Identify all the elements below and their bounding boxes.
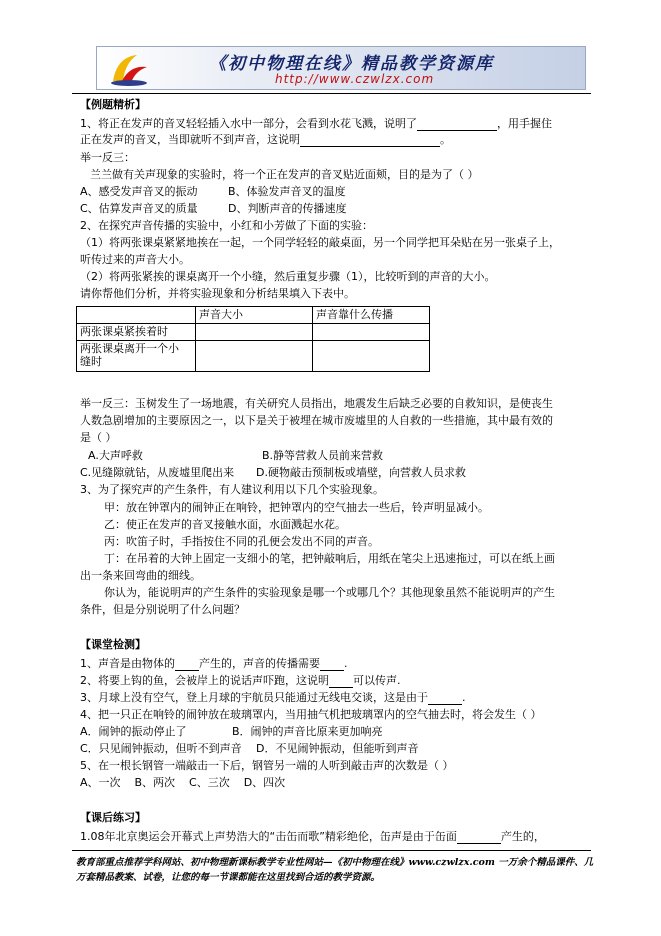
jyfs1-option-c[interactable]: C、估算发声音叉的质量 [80,202,198,215]
table-row-label: 两张课桌离开一个小 缝时 [77,341,196,372]
test-q2: 2、将要上钩的鱼，会被岸上的说话声吓跑，这说明 可以传声. [80,674,401,687]
table-row [77,324,430,341]
page-footer: 教育部重点推荐学科网站、初中物理新课标教学专业性网站—《初中物理在线》www.czwlzx.com 一万余个精品课件、几万套精品教案、试卷，让您的每一节课都能在这里找到合适的教学资源。 [76,857,594,883]
jyfs2-option-d[interactable]: D.硬物敲击预制板或墙壁，向营救人员求救 [256,466,466,479]
table-row-label: 两张课桌紧挨着时 [77,324,196,341]
q3-ding-1: 丁：在吊着的大钟上固定一支细小的笔，把钟敲响后，用纸在笔尖上迅速拖过，可以在纸上画 [104,552,555,565]
test-q1: 1、声音是由物体的 产生的，声音的传播需要 . [80,657,348,670]
experiment-table [76,306,430,372]
q1-line1: 1、将正在发声的音叉轻轻插入水中一部分，会看到水花飞溅，说明了 ，用手握住 [80,117,552,130]
jyfs1-stem: 兰兰做有关声现象的实验时，将一个正在发声的音叉贴近面颊，目的是为了（ ） [90,168,479,181]
footer-rule [72,850,591,851]
q3-bing: 丙：吹笛子时，手指按住不同的孔便会发出不同的声音。 [104,535,379,548]
jyfs2-line2: 人数急剧增加的主要原因之一，以下是关于被埋在城市废墟里的人自救的一些措施，其中最有效的 [80,414,553,427]
q2-line1: 2、在探究声音传播的实验中，小红和小芳做了下面的实验： [80,219,373,232]
q3-jia: 甲：放在钟罩内的闹钟正在响铃，把钟罩内的空气抽去一些后，铃声明显减小。 [104,501,489,514]
table-header-cell: 声音大小 [196,307,313,324]
header-rule [72,93,591,94]
q3-line1: 3、为了探究声的产生条件，有人建议利用以下几个实验现象。 [80,483,384,496]
jyfs1-option-a[interactable]: A、感受发声音叉的振动 [80,185,198,198]
test-q2-blank[interactable] [329,676,353,688]
test-q3-blank[interactable] [428,693,462,705]
jyfs2-line3: 是（ ） [80,431,117,444]
test-q1-blank-2[interactable] [320,659,344,671]
banner-title: 《初中物理在线》精品教学资源库 [209,54,494,74]
banner-url[interactable]: http://www.czwlzx.com [275,72,435,86]
q2-line3: 听传过来的声音大小。 [80,253,190,266]
test-q4-option-c[interactable]: C．只见闹钟振动，但听不到声音 [80,742,242,755]
site-banner [96,46,586,90]
table-header-cell: 声音靠什么传播 [313,307,430,324]
site-logo-icon [107,51,151,87]
table-row [77,341,430,372]
jyfs1-option-d[interactable]: D、判断声音的传播速度 [228,202,347,215]
section-heading-examples: 【例题精析】 [80,98,146,111]
jyfs2-option-c[interactable]: C.见缝隙就钻，从废墟里爬出来 [80,466,235,479]
test-q5-stem: 5、在一根长钢管一端敲击一下后，钢管另一端的人听到敲击声的次数是（ ） [80,759,454,772]
table-answer-cell[interactable] [196,324,313,341]
jyfs1-label: 举一反三： [80,151,135,164]
q1-blank-1[interactable] [417,119,497,131]
q2-line2: （1）将两张课桌紧紧地挨在一起，一个同学轻轻的敲桌面，另一个同学把耳朵贴在另一张桌子上， [80,236,560,249]
test-q4-option-a[interactable]: A．闹钟的振动停止了 [80,725,187,738]
table-header-cell [77,307,196,324]
jyfs2-option-a[interactable]: A.大声呼救 [88,449,143,462]
q2-line5: 请你帮他们分析，并将实验现象和分析结果填入下表中。 [80,287,355,300]
section-heading-class-test: 【课堂检测】 [80,638,146,651]
jyfs2-option-b[interactable]: B.静等营救人员前来营救 [262,449,384,462]
section-heading-homework: 【课后练习】 [80,811,146,824]
q2-line4: （2）将两张紧挨的课桌离开一个小缝，然后重复步骤（1），比较听到的声音的大小。 [80,270,496,283]
test-q4-stem: 4、把一只正在响铃的闹钟放在玻璃罩内，当用抽气机把玻璃罩内的空气抽去时，将会发生（ ） [80,708,542,721]
q3-ask-1: 你认为，能说明声的产生条件的实验现象是哪一个或哪几个？其他现象虽然不能说明声的产生 [104,586,555,599]
jyfs1-option-b[interactable]: B、体验发声音叉的温度 [228,185,346,198]
q3-yi: 乙：使正在发声的音叉接触水面，水面溅起水花。 [104,518,346,531]
jyfs2-line1: 举一反三：玉树发生了一场地震，有关研究人员指出，地震发生后缺乏必要的自救知识，是使丧生 [80,397,553,410]
test-q5-options[interactable]: A、一次 B、两次 C、三次 D、四次 [80,776,286,789]
test-q3: 3、月球上没有空气，登上月球的宇航员只能通过无线电交谈，这是由于 . [80,691,466,704]
q3-ding-2: 出一条来回弯曲的细线。 [80,569,201,582]
table-answer-cell[interactable] [313,324,430,341]
test-q1-blank-1[interactable] [175,659,199,671]
test-q4-option-d[interactable]: D．不见闹钟振动，但能听到声音 [256,742,419,755]
q1-blank-2[interactable] [300,135,440,147]
homework-q1-blank[interactable] [457,832,501,844]
table-answer-cell[interactable] [313,341,430,372]
table-header-row [77,307,430,324]
q1-line2: 正在发声的音叉，当即就听不到声音，这说明 。 [80,133,451,146]
q3-ask-2: 条件，但是分别说明了什么问题？ [80,603,245,616]
homework-q1: 1.08年北京奥运会开幕式上声势浩大的“击缶而歌”精彩绝伦，缶声是由于缶面 产生的， [80,830,545,843]
table-answer-cell[interactable] [196,341,313,372]
test-q4-option-b[interactable]: B．闹钟的声音比原来更加响亮 [232,725,383,738]
